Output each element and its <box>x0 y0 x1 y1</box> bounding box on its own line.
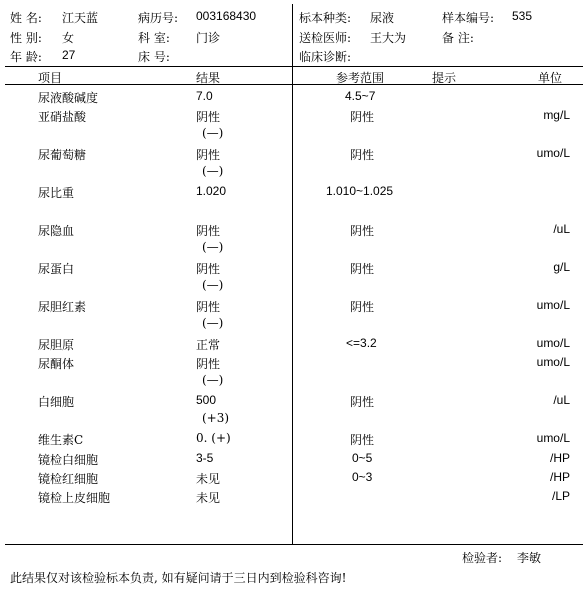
test-result: 3-5 <box>196 451 214 465</box>
dept-label: 科 室: <box>138 31 170 45</box>
table-row <box>0 489 588 509</box>
test-result: 未见 <box>196 491 221 505</box>
record-label: 病历号: <box>138 11 179 25</box>
sex-label: 性 别: <box>10 31 42 45</box>
test-result-sign: (—) <box>202 278 224 292</box>
record-value: 003168430 <box>196 9 257 23</box>
test-name: 尿隐血 <box>38 224 75 238</box>
test-name: 维生素C <box>38 433 84 447</box>
test-unit: g/L <box>553 260 570 274</box>
bed-label: 床 号: <box>138 50 170 64</box>
test-reference: 阴性 <box>350 395 375 409</box>
test-unit: umo/L <box>536 298 570 312</box>
diagnosis-label: 临床诊断: <box>299 50 352 64</box>
test-result: 阴性 <box>196 148 221 162</box>
test-result-sign: (—) <box>202 164 224 178</box>
table-row <box>0 89 588 109</box>
test-unit: /HP <box>549 470 570 484</box>
test-reference: 0~5 <box>352 451 373 465</box>
test-result-sign: (—) <box>202 240 224 254</box>
test-result-sign: (—) <box>202 126 224 140</box>
name-value: 江天蓝 <box>62 11 99 25</box>
test-reference: <=3.2 <box>346 336 377 350</box>
age-value: 27 <box>62 48 76 62</box>
column-result: 结果 <box>196 71 221 85</box>
test-result: 阴性 <box>196 262 221 276</box>
test-name: 尿葡萄糖 <box>38 148 87 162</box>
test-unit: /uL <box>553 393 570 407</box>
test-name: 尿液酸碱度 <box>38 91 99 105</box>
inspector-value: 李敏 <box>517 551 542 565</box>
test-reference: 阴性 <box>350 224 375 238</box>
column-header-divider <box>5 84 583 85</box>
table-row <box>0 108 588 148</box>
dept-value: 门诊 <box>196 31 221 45</box>
test-result: 未见 <box>196 472 221 486</box>
test-result-sign: (—) <box>202 316 224 330</box>
inspector-label: 检验者: <box>462 551 503 565</box>
test-name: 镜检红细胞 <box>38 472 99 486</box>
doctor-value: 王大为 <box>370 31 407 45</box>
test-name: 白细胞 <box>38 395 75 409</box>
sample-no-label: 样本编号: <box>442 11 495 25</box>
column-unit: 单位 <box>538 71 563 85</box>
test-unit: /LP <box>551 489 570 503</box>
test-name: 尿胆原 <box>38 338 75 352</box>
sample-type-label: 标本种类: <box>299 11 352 25</box>
table-row <box>0 355 588 395</box>
test-unit: umo/L <box>536 336 570 350</box>
table-row <box>0 336 588 356</box>
table-row <box>0 222 588 262</box>
test-result: 500 <box>196 393 217 407</box>
test-result-sign: (+3) <box>202 411 230 425</box>
test-reference: 1.010~1.025 <box>326 184 394 198</box>
test-reference: 阴性 <box>350 148 375 162</box>
footer-divider <box>5 544 583 545</box>
column-hint: 提示 <box>432 71 457 85</box>
test-name: 尿蛋白 <box>38 262 75 276</box>
sample-type-value: 尿液 <box>370 11 395 25</box>
test-name: 尿比重 <box>38 186 75 200</box>
table-row <box>0 451 588 471</box>
test-reference: 阴性 <box>350 110 375 124</box>
test-unit: umo/L <box>536 431 570 445</box>
table-row <box>0 184 588 204</box>
test-reference: 阴性 <box>350 300 375 314</box>
doctor-label: 送检医师: <box>299 31 352 45</box>
sex-value: 女 <box>62 31 75 45</box>
sample-no-value: 535 <box>512 9 533 23</box>
table-row <box>0 470 588 490</box>
test-result: 阴性 <box>196 300 221 314</box>
age-label: 年 龄: <box>10 50 42 64</box>
remark-label: 备 注: <box>442 31 474 45</box>
test-unit: mg/L <box>543 108 570 122</box>
test-result: 阴性 <box>196 110 221 124</box>
test-result-sign: (—) <box>202 373 224 387</box>
test-unit: umo/L <box>536 146 570 160</box>
table-row <box>0 260 588 300</box>
test-result: 阴性 <box>196 357 221 371</box>
test-reference: 4.5~7 <box>345 89 376 103</box>
table-row <box>0 298 588 338</box>
test-name: 亚硝盐酸 <box>38 110 87 124</box>
test-unit: umo/L <box>536 355 570 369</box>
test-name: 镜检上皮细胞 <box>38 491 111 505</box>
test-name: 尿胆红素 <box>38 300 87 314</box>
column-reference: 参考范围 <box>336 71 385 85</box>
test-result: 1.020 <box>196 184 227 198</box>
table-row <box>0 146 588 186</box>
test-result: 7.0 <box>196 89 213 103</box>
table-row <box>0 393 588 433</box>
test-name: 镜检白细胞 <box>38 453 99 467</box>
test-unit: /HP <box>549 451 570 465</box>
table-row <box>0 431 588 451</box>
test-result: 0. (+) <box>196 431 231 445</box>
test-name: 尿酮体 <box>38 357 75 371</box>
name-label: 姓 名: <box>10 11 42 25</box>
test-reference: 阴性 <box>350 433 375 447</box>
disclaimer: 此结果仅对该检验标本负责, 如有疑问请于三日内到检验科咨询! <box>10 571 347 585</box>
test-reference: 0~3 <box>352 470 373 484</box>
column-item: 项目 <box>38 71 63 85</box>
header-divider <box>5 66 583 67</box>
test-result: 阴性 <box>196 224 221 238</box>
test-result: 正常 <box>196 338 221 352</box>
test-unit: /uL <box>553 222 570 236</box>
test-reference: 阴性 <box>350 262 375 276</box>
